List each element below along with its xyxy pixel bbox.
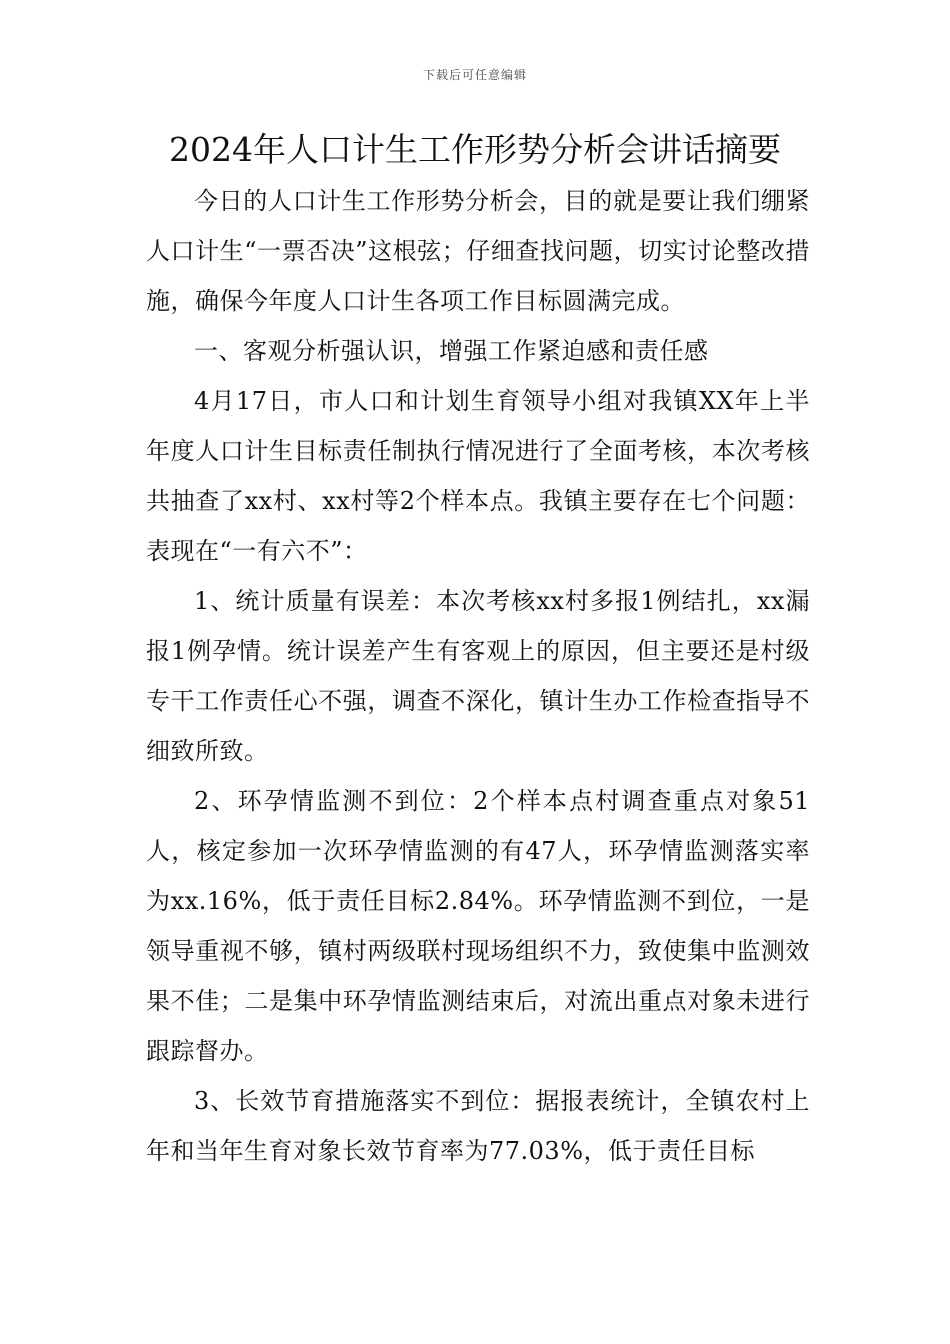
document-body xyxy=(146,176,810,1176)
paragraph-assessment: 4月17日，市人口和计划生育领导小组对我镇XX年上半年度人口计生目标责任制执行情况进行了全面考核，本次考核共抽查了xx村、xx村等2个样本点。我镇主要存在七个问题：表现在“一有六不”： xyxy=(146,387,810,565)
paragraph-issue-2: 2、环孕情监测不到位：2个样本点村调查重点对象51人，核定参加一次环孕情监测的有47人，环孕情监测落实率为xx.16%，低于责任目标2.84%。环孕情监测不到位，一是领导重视不够，镇村两级联村现场组织不力，致使集中监测效果不佳；二是集中环孕情监测结束后，对流出重点对象未进行跟踪督办。 xyxy=(146,787,810,1065)
paragraph-issue-3: 3、长效节育措施落实不到位：据报表统计，全镇农村上年和当年生育对象长效节育率为77.03%，低于责任目标 xyxy=(146,1087,810,1165)
paragraph-intro: 今日的人口计生工作形势分析会，目的就是要让我们绷紧人口计生“一票否决”这根弦；仔细查找问题，切实讨论整改措施，确保今年度人口计生各项工作目标圆满完成。 xyxy=(146,187,810,315)
section-heading-1: 一、客观分析强认识，增强工作紧迫感和责任感 xyxy=(194,337,709,365)
header-note: 下载后可任意编辑 xyxy=(422,68,527,82)
document-title: 2024年人口计生工作形势分析会讲话摘要 xyxy=(169,130,781,169)
paragraph-issue-1: 1、统计质量有误差：本次考核xx村多报1例结扎，xx漏报1例孕情。统计误差产生有客观上的原因，但主要还是村级专干工作责任心不强，调查不深化，镇计生办工作检查指导不细致所致。 xyxy=(146,587,810,765)
